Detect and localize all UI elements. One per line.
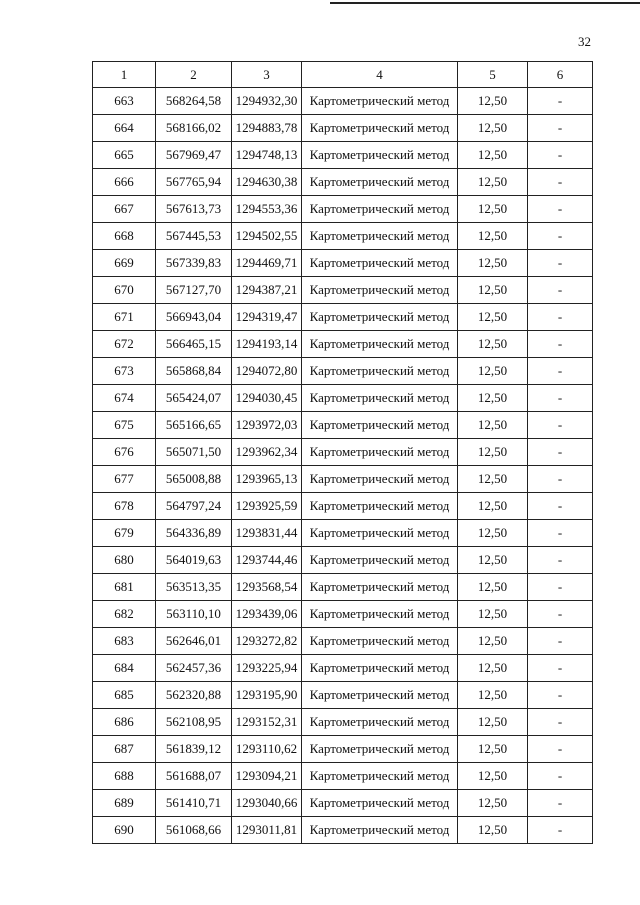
- table-cell: Картометрический метод: [302, 115, 458, 142]
- table-cell: 1293152,31: [232, 709, 302, 736]
- table-cell: 563110,10: [156, 601, 232, 628]
- table-cell: 12,50: [458, 817, 528, 844]
- table-cell: 561688,07: [156, 763, 232, 790]
- table-cell: 668: [93, 223, 156, 250]
- header-cell: 5: [458, 62, 528, 88]
- table-cell: 562457,36: [156, 655, 232, 682]
- top-rule: [330, 2, 640, 4]
- table-cell: 12,50: [458, 520, 528, 547]
- table-cell: 1294502,55: [232, 223, 302, 250]
- table-cell: 567613,73: [156, 196, 232, 223]
- table-cell: Картометрический метод: [302, 763, 458, 790]
- table-cell: -: [528, 547, 593, 574]
- table-cell: Картометрический метод: [302, 520, 458, 547]
- table-cell: 567765,94: [156, 169, 232, 196]
- table-row: [93, 277, 593, 304]
- table-cell: Картометрический метод: [302, 709, 458, 736]
- table-cell: 1293962,34: [232, 439, 302, 466]
- table-cell: -: [528, 466, 593, 493]
- table-cell: Картометрический метод: [302, 250, 458, 277]
- table-cell: 675: [93, 412, 156, 439]
- table-cell: Картометрический метод: [302, 736, 458, 763]
- table-cell: 1293925,59: [232, 493, 302, 520]
- header-cell: 2: [156, 62, 232, 88]
- table-cell: 1293272,82: [232, 628, 302, 655]
- table-cell: -: [528, 250, 593, 277]
- table-cell: Картометрический метод: [302, 628, 458, 655]
- table-cell: Картометрический метод: [302, 277, 458, 304]
- table-cell: 12,50: [458, 196, 528, 223]
- table-row: [93, 547, 593, 574]
- table-row: [93, 628, 593, 655]
- table-cell: 12,50: [458, 115, 528, 142]
- table-cell: 567969,47: [156, 142, 232, 169]
- table-cell: 12,50: [458, 358, 528, 385]
- table-cell: 567339,83: [156, 250, 232, 277]
- table-cell: -: [528, 682, 593, 709]
- table-row: [93, 520, 593, 547]
- table-cell: -: [528, 169, 593, 196]
- table-cell: 679: [93, 520, 156, 547]
- table-cell: 566465,15: [156, 331, 232, 358]
- table-cell: -: [528, 520, 593, 547]
- table-cell: -: [528, 331, 593, 358]
- table-cell: 1293110,62: [232, 736, 302, 763]
- table-cell: 1294883,78: [232, 115, 302, 142]
- table-row: [93, 304, 593, 331]
- table-cell: -: [528, 196, 593, 223]
- table-cell: Картометрический метод: [302, 142, 458, 169]
- table-row: [93, 763, 593, 790]
- table-cell: -: [528, 439, 593, 466]
- table-cell: 1294630,38: [232, 169, 302, 196]
- table-row: [93, 736, 593, 763]
- header-cell: 4: [302, 62, 458, 88]
- table-body: [93, 88, 593, 844]
- table-row: [93, 250, 593, 277]
- table-cell: 567127,70: [156, 277, 232, 304]
- table-cell: 1294932,30: [232, 88, 302, 115]
- table-row: [93, 574, 593, 601]
- table-cell: -: [528, 736, 593, 763]
- table-row: [93, 169, 593, 196]
- table-cell: 12,50: [458, 628, 528, 655]
- table-row: [93, 385, 593, 412]
- table-cell: 12,50: [458, 574, 528, 601]
- table-row: [93, 682, 593, 709]
- table-row: [93, 115, 593, 142]
- table-cell: 684: [93, 655, 156, 682]
- table-cell: 12,50: [458, 439, 528, 466]
- table-cell: 12,50: [458, 385, 528, 412]
- table-cell: 565166,65: [156, 412, 232, 439]
- table-cell: 12,50: [458, 601, 528, 628]
- table-cell: 1293195,90: [232, 682, 302, 709]
- table-cell: 12,50: [458, 277, 528, 304]
- table-cell: 1293225,94: [232, 655, 302, 682]
- table-row: [93, 88, 593, 115]
- table-cell: 12,50: [458, 304, 528, 331]
- table-cell: 561410,71: [156, 790, 232, 817]
- table-cell: 667: [93, 196, 156, 223]
- table-cell: Картометрический метод: [302, 439, 458, 466]
- table-cell: 568264,58: [156, 88, 232, 115]
- table-cell: Картометрический метод: [302, 601, 458, 628]
- table-cell: -: [528, 223, 593, 250]
- table-cell: -: [528, 358, 593, 385]
- table-cell: 1294748,13: [232, 142, 302, 169]
- table-cell: 672: [93, 331, 156, 358]
- header-cell: 3: [232, 62, 302, 88]
- table-cell: 665: [93, 142, 156, 169]
- table-cell: 1293011,81: [232, 817, 302, 844]
- table-cell: Картометрический метод: [302, 466, 458, 493]
- header-cell: 1: [93, 62, 156, 88]
- header-cell: 6: [528, 62, 593, 88]
- table-cell: 689: [93, 790, 156, 817]
- table-cell: 565071,50: [156, 439, 232, 466]
- table-cell: Картометрический метод: [302, 331, 458, 358]
- table-cell: 1294030,45: [232, 385, 302, 412]
- table-cell: Картометрический метод: [302, 169, 458, 196]
- table-row: [93, 817, 593, 844]
- table-cell: 1294072,80: [232, 358, 302, 385]
- table-row: [93, 466, 593, 493]
- table-cell: 563513,35: [156, 574, 232, 601]
- table-cell: Картометрический метод: [302, 493, 458, 520]
- coordinates-table: [92, 61, 593, 844]
- table-cell: 562646,01: [156, 628, 232, 655]
- table-cell: Картометрический метод: [302, 547, 458, 574]
- table-cell: 669: [93, 250, 156, 277]
- table-cell: 683: [93, 628, 156, 655]
- table-row: [93, 412, 593, 439]
- table-cell: -: [528, 385, 593, 412]
- table-cell: 564797,24: [156, 493, 232, 520]
- table-cell: 565868,84: [156, 358, 232, 385]
- table-cell: 664: [93, 115, 156, 142]
- table-cell: Картометрический метод: [302, 385, 458, 412]
- table-cell: 690: [93, 817, 156, 844]
- table-row: [93, 223, 593, 250]
- table-cell: 1293744,46: [232, 547, 302, 574]
- table-cell: 686: [93, 709, 156, 736]
- table-cell: Картометрический метод: [302, 574, 458, 601]
- table-cell: 12,50: [458, 169, 528, 196]
- table-cell: 12,50: [458, 547, 528, 574]
- table-cell: 12,50: [458, 88, 528, 115]
- table-cell: -: [528, 817, 593, 844]
- table-cell: 12,50: [458, 142, 528, 169]
- table-cell: -: [528, 115, 593, 142]
- table-row: [93, 331, 593, 358]
- table-cell: 1293568,54: [232, 574, 302, 601]
- table-cell: -: [528, 304, 593, 331]
- table-cell: 1293831,44: [232, 520, 302, 547]
- table-cell: 12,50: [458, 412, 528, 439]
- table-cell: 1294469,71: [232, 250, 302, 277]
- table-cell: 12,50: [458, 466, 528, 493]
- table-cell: 1293094,21: [232, 763, 302, 790]
- table-cell: 685: [93, 682, 156, 709]
- table-row: [93, 493, 593, 520]
- table-cell: 12,50: [458, 763, 528, 790]
- table-cell: 12,50: [458, 223, 528, 250]
- table-cell: -: [528, 601, 593, 628]
- table-cell: Картометрический метод: [302, 304, 458, 331]
- table-cell: -: [528, 709, 593, 736]
- table-cell: 12,50: [458, 250, 528, 277]
- table-cell: 687: [93, 736, 156, 763]
- table-cell: Картометрический метод: [302, 358, 458, 385]
- table-cell: -: [528, 493, 593, 520]
- table-cell: 1293040,66: [232, 790, 302, 817]
- table-cell: 676: [93, 439, 156, 466]
- table-cell: Картометрический метод: [302, 817, 458, 844]
- table-cell: 674: [93, 385, 156, 412]
- table-row: [93, 709, 593, 736]
- table-cell: 561068,66: [156, 817, 232, 844]
- table-cell: -: [528, 88, 593, 115]
- table-cell: Картометрический метод: [302, 223, 458, 250]
- table-cell: 663: [93, 88, 156, 115]
- table-cell: Картометрический метод: [302, 88, 458, 115]
- table-cell: 682: [93, 601, 156, 628]
- table-cell: 562320,88: [156, 682, 232, 709]
- table-cell: 565424,07: [156, 385, 232, 412]
- table-row: [93, 790, 593, 817]
- table-cell: Картометрический метод: [302, 682, 458, 709]
- table-cell: 1294193,14: [232, 331, 302, 358]
- table-cell: 565008,88: [156, 466, 232, 493]
- table-cell: 688: [93, 763, 156, 790]
- table-cell: -: [528, 763, 593, 790]
- header-row: [93, 62, 593, 88]
- table-cell: 566943,04: [156, 304, 232, 331]
- table-cell: -: [528, 655, 593, 682]
- table-cell: -: [528, 277, 593, 304]
- table-cell: 567445,53: [156, 223, 232, 250]
- table-cell: 564336,89: [156, 520, 232, 547]
- table-cell: 666: [93, 169, 156, 196]
- table-cell: Картометрический метод: [302, 790, 458, 817]
- table-cell: 671: [93, 304, 156, 331]
- table-cell: 678: [93, 493, 156, 520]
- table-row: [93, 655, 593, 682]
- table-row: [93, 358, 593, 385]
- table-cell: 670: [93, 277, 156, 304]
- table-cell: 1293965,13: [232, 466, 302, 493]
- table-cell: -: [528, 142, 593, 169]
- table-cell: 680: [93, 547, 156, 574]
- table-cell: 12,50: [458, 736, 528, 763]
- table-cell: 12,50: [458, 493, 528, 520]
- table-cell: Картометрический метод: [302, 196, 458, 223]
- table-cell: 681: [93, 574, 156, 601]
- table-cell: 561839,12: [156, 736, 232, 763]
- table-cell: 12,50: [458, 682, 528, 709]
- table-cell: 1294553,36: [232, 196, 302, 223]
- table-cell: Картометрический метод: [302, 412, 458, 439]
- table-cell: 564019,63: [156, 547, 232, 574]
- table-cell: Картометрический метод: [302, 655, 458, 682]
- table-cell: -: [528, 628, 593, 655]
- table-cell: -: [528, 790, 593, 817]
- table-cell: 1293439,06: [232, 601, 302, 628]
- table-cell: 1294387,21: [232, 277, 302, 304]
- table-cell: 1294319,47: [232, 304, 302, 331]
- table-cell: -: [528, 574, 593, 601]
- table-row: [93, 142, 593, 169]
- table-cell: 677: [93, 466, 156, 493]
- table-cell: 1293972,03: [232, 412, 302, 439]
- page-number: 32: [578, 34, 591, 49]
- table-row: [93, 439, 593, 466]
- table-cell: 12,50: [458, 331, 528, 358]
- table-cell: 568166,02: [156, 115, 232, 142]
- table-cell: 12,50: [458, 790, 528, 817]
- table-cell: 12,50: [458, 655, 528, 682]
- table-cell: 562108,95: [156, 709, 232, 736]
- table-row: [93, 601, 593, 628]
- table-cell: 12,50: [458, 709, 528, 736]
- table-cell: -: [528, 412, 593, 439]
- table-row: [93, 196, 593, 223]
- table-cell: 673: [93, 358, 156, 385]
